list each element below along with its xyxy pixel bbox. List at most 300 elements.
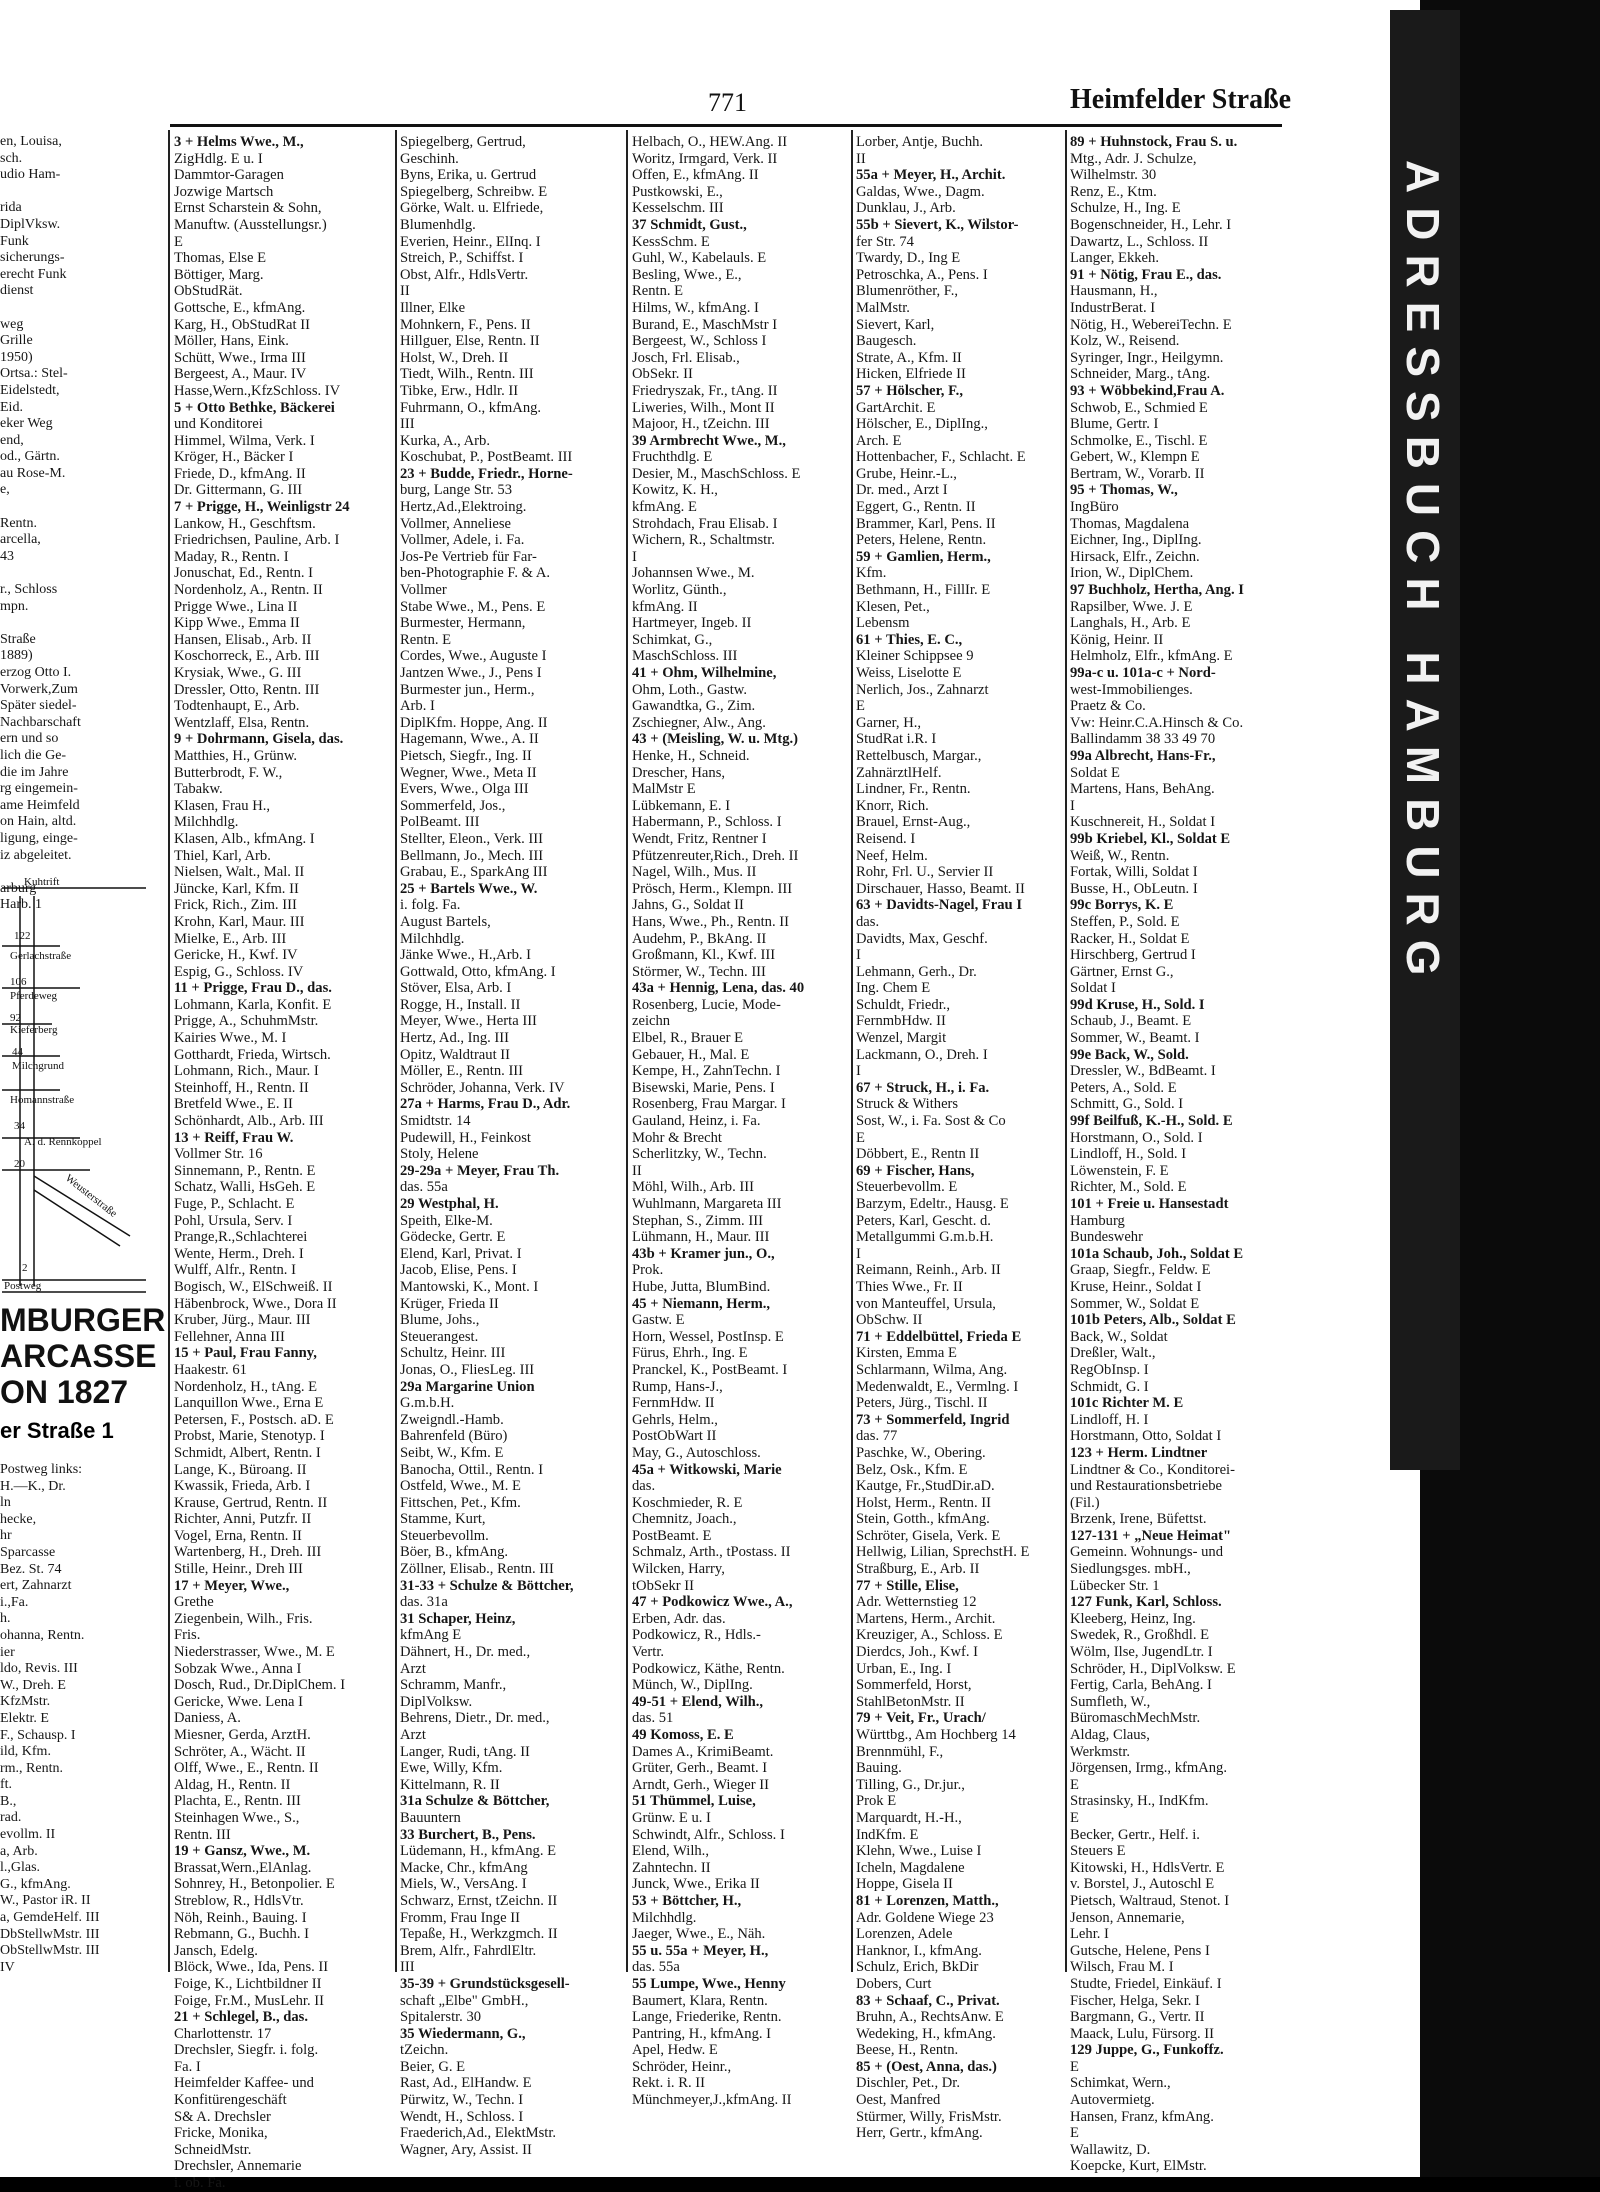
directory-entry: 21 + Schlegel, B., das. [174, 2009, 308, 2026]
directory-entry: Postweg links: [0, 1462, 83, 1477]
directory-entry: Langer, Ekkeh. [1070, 250, 1159, 267]
directory-entry: Lackmann, O., Dreh. I [856, 1046, 988, 1063]
directory-entry: Arch. E [856, 432, 902, 449]
directory-entry: Knorr, Rich. [856, 797, 929, 814]
directory-entry: Hamburg [1070, 1212, 1125, 1229]
directory-entry: Urban, E., Ing. I [856, 1660, 952, 1677]
directory-entry: Steuerbevollm. E [856, 1179, 958, 1196]
directory-entry: Podkowicz, Käthe, Rentn. [632, 1660, 785, 1677]
directory-entry: Hanknor, I., kfmAng. [856, 1942, 982, 1959]
directory-entry: Gotthardt, Frieda, Wirtsch. [174, 1046, 331, 1063]
directory-entry: Horn, Wessel, PostInsp. E [632, 1328, 784, 1345]
directory-entry: das. 31a [400, 1594, 448, 1611]
directory-entry: 27a + Harms, Frau D., Adr. [400, 1096, 571, 1113]
directory-entry: 43 [0, 548, 14, 564]
directory-entry: Hillguer, Else, Rentn. II [400, 333, 540, 350]
directory-entry: Arndt, Gerh., Wieger II [632, 1776, 769, 1793]
directory-entry: Sparcasse [0, 1544, 56, 1560]
directory-entry: Illner, Elke [400, 299, 466, 316]
directory-entry: 97 Buchholz, Hertha, Ang. I [1070, 582, 1244, 599]
directory-entry: Ernst Scharstein & Sohn, [174, 200, 322, 217]
directory-entry: Vorwerk,Zum [0, 681, 78, 697]
directory-entry: Konfitürengeschäft [174, 2092, 287, 2109]
directory-entry: 45a + Witkowski, Marie [632, 1461, 782, 1478]
directory-entry: Lorber, Antje, Buchh. [856, 134, 984, 150]
directory-entry: Pohl, Ursula, Serv. I [174, 1212, 293, 1229]
directory-entry: Burand, E., MaschMstr I [632, 316, 778, 333]
directory-entry: Schimkat, G., [632, 631, 713, 648]
directory-entry: E [1070, 1776, 1079, 1793]
directory-entry: Dirschauer, Hasso, Beamt. II [856, 880, 1025, 897]
directory-entry: Todtenhaupt, E., Arb. [174, 698, 300, 715]
directory-entry: 99c Borrys, K. E [1070, 897, 1174, 914]
directory-entry: Sinnemann, P., Rentn. E [174, 1162, 316, 1179]
directory-entry: Grille [0, 333, 33, 349]
directory-entry: Fuge, P., Schlacht. E [174, 1196, 295, 1212]
directory-entry: Kowitz, K. H., [632, 482, 718, 499]
directory-entry: Döbbert, E., Rentn II [856, 1146, 980, 1163]
directory-entry: Davidts, Max, Geschf. [856, 930, 988, 947]
directory-entry: Garner, H., [856, 714, 922, 731]
directory-entry: Rapsilber, Wwe. J. E [1070, 598, 1193, 615]
directory-entry: end, [0, 432, 24, 448]
column-rule [168, 130, 170, 1972]
directory-entry: Audehm, P., BkAng. II [632, 930, 767, 947]
directory-entry: Matthies, H., Grünw. [174, 747, 298, 764]
directory-entry: H.—K., Dr. [0, 1478, 66, 1494]
directory-entry: kfmAng E [400, 1627, 462, 1644]
directory-entry: Tibke, Erw., Hdlr. II [400, 382, 519, 399]
directory-entry: Spiegelberg, Gertrud, [400, 134, 526, 150]
directory-entry: Koschorreck, E., Arb. III [174, 648, 320, 665]
directory-entry: 93 + Wöbbekind,Frau A. [1070, 382, 1225, 399]
directory-entry: Fortak, Willi, Soldat I [1070, 864, 1198, 881]
directory-entry: 13 + Reiff, Frau W. [174, 1129, 294, 1146]
directory-entry: Milchhdlg. [174, 814, 239, 831]
directory-entry: Majoor, H., tZeichn. III [632, 416, 770, 433]
directory-entry: Vollmer Str. 16 [174, 1146, 263, 1163]
directory-entry: Schmidt, G. I [1070, 1378, 1149, 1395]
directory-entry: Thies Wwe., Fr. II [856, 1278, 963, 1295]
directory-entry: Kairies Wwe., M. I [174, 1030, 287, 1047]
directory-entry: Fürus, Ehrh., Ing. E [632, 1345, 748, 1362]
directory-entry: Horstmann, O., Sold. I [1070, 1129, 1203, 1146]
directory-entry: Eid. [0, 399, 23, 415]
directory-entry: Lindloff, H. I [1070, 1411, 1149, 1428]
directory-entry: König, Heinr. II [1070, 631, 1164, 648]
directory-entry: Maday, R., Rentn. I [174, 548, 289, 565]
directory-entry: Elend, Wilh., [632, 1843, 709, 1860]
directory-entry: Fischer, Helga, Sekr. I [1070, 1992, 1200, 2009]
map-label: Postweg [4, 1280, 42, 1292]
directory-entry: weg [0, 316, 24, 332]
directory-entry: Seibt, W., Kfm. E [400, 1444, 504, 1461]
directory-entry: Kitowski, H., HdlsVertr. E [1070, 1859, 1225, 1876]
directory-entry: 43 + (Meisling, W. u. Mtg.) [632, 731, 799, 748]
directory-entry: Richter, M., Sold. E [1070, 1179, 1187, 1196]
directory-entry: IV [0, 1959, 15, 1975]
directory-entry: Grünw. E u. I [632, 1809, 711, 1826]
directory-entry: dienst [0, 283, 34, 299]
directory-entry: Steuerbevollm. [400, 1527, 489, 1544]
directory-entry: i. ob. Fa. [174, 2175, 226, 2192]
directory-entry: Sommerfeld, Jos., [400, 797, 506, 814]
directory-entry: Grabau, E., SparkAng III [400, 864, 548, 881]
directory-entry: Fuhrmann, O., kfmAng. [400, 399, 542, 416]
directory-entry: 59 + Gamlien, Herm., [856, 548, 991, 565]
directory-entry: Ewe, Willy, Kfm. [400, 1760, 503, 1777]
directory-entry: zeichn [632, 1013, 671, 1030]
directory-entry: Spiegelberg, Schreibw. E [400, 183, 548, 200]
directory-entry: 43b + Kramer jun., O., [632, 1245, 775, 1262]
directory-entry: Drechsler, Annemarie [174, 2158, 302, 2175]
directory-entry: Lankow, H., Geschftsm. [174, 515, 316, 532]
directory-entry: Hoppe, Gisela II [856, 1876, 953, 1893]
directory-entry: Irion, W., DiplChem. [1070, 565, 1194, 582]
directory-entry: Arzt [400, 1727, 426, 1743]
directory-entry: Brennmühl, F., [856, 1743, 944, 1760]
map-label: Pferdeweg [10, 990, 58, 1002]
directory-entry: S& A. Drechsler [174, 2108, 271, 2125]
directory-entry: May, G., Autoschloss. [632, 1444, 761, 1461]
directory-entry: Fromm, Frau Inge II [400, 1909, 520, 1926]
header-rule [170, 124, 1282, 127]
directory-entry: 1889) [0, 648, 33, 664]
directory-entry: 37 Schmidt, Gust., [632, 216, 747, 233]
directory-entry: Burmester, Hermann, [400, 615, 526, 632]
directory-entry: Eichner, Ing., DiplIng. [1070, 532, 1202, 549]
directory-entry: 95 + Thomas, W., [1070, 482, 1178, 499]
directory-entry: FernmbHdw. II [856, 1013, 946, 1030]
column-rule [851, 130, 853, 1972]
directory-entry: Habermann, P., Schloss. I [632, 814, 782, 831]
directory-entry: Lohmann, Rich., Maur. I [174, 1063, 319, 1080]
directory-entry: Gastw. E [632, 1312, 685, 1329]
directory-entry: 23 + Budde, Friedr., Horne- [400, 465, 573, 482]
directory-entry: Bauing. [856, 1760, 902, 1777]
directory-entry: II [400, 283, 410, 300]
directory-entry: Ballindamm 38 33 49 70 [1070, 731, 1216, 748]
directory-entry: 15 + Paul, Frau Fanny, [174, 1345, 317, 1362]
directory-entry: Hagemann, Wwe., A. II [400, 731, 539, 748]
directory-entry: Gödecke, Gertr. E [400, 1229, 506, 1246]
directory-entry: Zöllner, Elisab., Rentn. III [400, 1561, 554, 1578]
directory-entry: Eidelstedt, [0, 382, 60, 398]
directory-entry: I [856, 947, 861, 964]
directory-entry: Kruse, Heinr., Soldat I [1070, 1278, 1202, 1295]
directory-entry: Schramm, Manfr., [400, 1677, 507, 1694]
ad-line: ARCASSE [0, 1338, 157, 1374]
directory-entry: Lange, Friederike, Rentn. [632, 2009, 782, 2026]
directory-entry: Fellehner, Anna III [174, 1328, 285, 1345]
directory-entry: Straßburg, E., Arb. II [856, 1561, 980, 1578]
directory-entry: Johannsen Wwe., M. [632, 565, 755, 582]
directory-entry: 49 Komoss, E. E [632, 1727, 734, 1743]
map-label: 20 [14, 1158, 25, 1170]
directory-entry: DiplVolksw. [400, 1693, 473, 1710]
directory-entry: Rekt. i. R. II [632, 2075, 705, 2092]
directory-entry: Lübecker Str. 1 [1070, 1577, 1160, 1594]
directory-entry: Elend, Karl, Privat. I [400, 1245, 522, 1262]
directory-entry: Schultz, Heinr. III [400, 1345, 506, 1362]
directory-entry: Dischler, Pet., Dr. [856, 2075, 960, 2092]
directory-entry: sicherungs- [0, 250, 65, 266]
directory-entry: Back, W., Soldat [1070, 1328, 1168, 1345]
directory-entry: Vollmer, Anneliese [400, 515, 512, 532]
directory-entry: Langer, Rudi, tAng. II [400, 1743, 530, 1760]
directory-entry: Schaub, J., Beamt. E [1070, 1013, 1192, 1030]
directory-entry: ben-Photographie F. & A. [400, 565, 551, 582]
directory-entry: Lebensm [856, 615, 910, 632]
directory-entry: Sost, W., i. Fa. Sost & Co [856, 1113, 1006, 1130]
directory-entry: Mtg., Adr. J. Schulze, [1070, 150, 1197, 167]
directory-entry: Kipp Wwe., Emma II [174, 615, 300, 632]
directory-entry: Paschke, W., Obering. [856, 1444, 986, 1461]
directory-entry: 25 + Bartels Wwe., W. [400, 880, 538, 897]
directory-entry: Scherlitzky, W., Techn. [632, 1146, 767, 1163]
directory-entry: Butterbrodt, F. W., [174, 764, 283, 781]
directory-entry: Mohnkern, F., Pens. II [400, 316, 531, 333]
directory-entry: Vogel, Erna, Rentn. II [174, 1527, 302, 1544]
directory-entry: Grethe [174, 1594, 214, 1611]
map-label: Weusterstraße [62, 1172, 120, 1220]
directory-entry: Dunklau, J., Arb. [856, 200, 956, 217]
directory-entry: Studte, Friedel, Einkäuf. I [1070, 1975, 1222, 1992]
directory-entry: Miesner, Gerda, ArztH. [174, 1727, 311, 1743]
directory-entry: Nachbarschaft [0, 714, 81, 730]
directory-entry: Blume, Johs., [400, 1312, 480, 1329]
directory-entry: Brammer, Karl, Pens. II [856, 515, 996, 532]
directory-entry: Dames A., KrimiBeamt. [632, 1743, 774, 1760]
directory-entry: Foige, K., Lichtbildner II [174, 1975, 322, 1992]
directory-entry [0, 499, 142, 516]
directory-entry: Sohnrey, H., Betonpolier. E [174, 1876, 335, 1893]
directory-entry: 29a Margarine Union [400, 1378, 535, 1395]
directory-entry: Syringer, Ingr., Heilgymn. [1070, 349, 1224, 366]
directory-entry: Stein, Gotth., kfmAng. [856, 1511, 990, 1528]
directory-entry: Dr. Gittermann, G. III [174, 482, 303, 499]
directory-entry: i.,Fa. [0, 1594, 29, 1610]
directory-entry: Sobzak Wwe., Anna I [174, 1660, 302, 1677]
map-label: 2 [22, 1262, 28, 1274]
running-title: Heimfelder Straße [1070, 84, 1292, 115]
directory-entry: und Konditorei [174, 416, 263, 433]
directory-entry: Weiß, W., Rentn. [1070, 847, 1170, 864]
directory-entry: Galdas, Wwe., Dagm. [856, 183, 985, 200]
directory-entry: Kröger, H., Bäcker I [174, 449, 294, 466]
directory-entry: Lange, K., Büroang. II [174, 1461, 307, 1478]
directory-entry: PostBeamt. E [632, 1527, 712, 1544]
directory-entry: Zweigndl.-Hamb. [400, 1411, 504, 1428]
directory-entry: Wartenberg, H., Dreh. III [174, 1544, 322, 1561]
directory-entry: Kirsten, Emma E [856, 1345, 957, 1362]
directory-entry: Hausmann, H., [1070, 283, 1158, 300]
directory-entry: Ing. Chem E [856, 980, 931, 997]
directory-entry: Helmholz, Elfr., kfmAng. E [1070, 648, 1233, 665]
directory-entry: Manuftw. (Ausstellungsr.) [174, 216, 327, 233]
directory-entry: E [1070, 2125, 1079, 2142]
directory-entry: Autovermietg. [1070, 2092, 1155, 2109]
directory-entry: Jantzen Wwe., J., Pens I [400, 665, 542, 681]
directory-entry: Stabe Wwe., M., Pens. E [400, 598, 546, 615]
directory-entry: I [1070, 797, 1075, 814]
directory-entry: Wilsch, Frau M. I [1070, 1959, 1174, 1976]
directory-entry: on Hain, altd. [0, 814, 77, 830]
directory-entry: F., Schausp. I [0, 1727, 76, 1743]
directory-entry: Krause, Gertrud, Rentn. II [174, 1494, 328, 1511]
directory-entry: MaschSchloss. III [632, 648, 738, 665]
directory-entry: Kurka, A., Arb. [400, 432, 490, 449]
directory-entry: Blume, Gertr. I [1070, 416, 1159, 433]
directory-entry: Byns, Erika, u. Gertrud [400, 167, 537, 184]
directory-entry: W., Dreh. E [0, 1677, 66, 1693]
directory-entry: Münchmeyer,J.,kfmAng. II [632, 2092, 792, 2109]
directory-entry: Strohdach, Frau Elisab. I [632, 515, 778, 532]
directory-entry: Schmalz, Arth., tPostass. II [632, 1544, 791, 1561]
directory-entry: GartArchit. E [856, 399, 936, 416]
directory-entry: Hellwig, Lilian, SprechstH. E [856, 1544, 1030, 1561]
directory-entry: Nöh, Reinh., Bauing. I [174, 1909, 307, 1926]
directory-entry: Klasen, Frau H., [174, 797, 271, 814]
ad-line: ON 1827 [0, 1374, 129, 1410]
directory-entry: Großmann, Kl., Kwf. III [632, 947, 776, 964]
directory-entry: Elektr. E [0, 1710, 49, 1726]
directory-entry: a, GemdeHelf. III [0, 1910, 100, 1926]
directory-entry: Fruchthdlg. E [632, 449, 713, 466]
directory-entry: Schröder, Johanna, Verk. IV [400, 1079, 565, 1096]
directory-entry: Hilms, W., kfmAng. I [632, 299, 759, 316]
directory-entry: Brassat,Wern.,ElAnlag. [174, 1859, 312, 1876]
directory-entry: Streich, P., Schiffst. I [400, 250, 524, 267]
directory-entry: 123 + Herm. Lindtner [1070, 1444, 1208, 1461]
directory-entry: Werkmstr. [1070, 1743, 1131, 1760]
directory-entry: Praetz & Co. [1070, 698, 1146, 715]
directory-entry: Offen, E., kfmAng. II [632, 167, 759, 184]
sparcasse-advertisement [0, 1302, 166, 1444]
directory-entry: Charlottenstr. 17 [174, 2025, 272, 2042]
spine-title: ADRESSBUCH HAMBURG [1397, 160, 1449, 990]
map-label: 92 [10, 1012, 21, 1024]
directory-entry: Klesen, Pet., [856, 598, 930, 615]
directory-entry: Pietsch, Waltraud, Stenot. I [1070, 1892, 1230, 1909]
directory-column-1 [174, 134, 392, 2192]
directory-entry: Hirsack, Elfr., Zeichn. [1070, 548, 1200, 565]
directory-entry: Milchhdlg. [632, 1909, 697, 1926]
directory-entry: Steuerangest. [400, 1328, 479, 1345]
directory-entry: Stoly, Helene [400, 1146, 479, 1163]
directory-entry: Kempe, H., ZahnTechn. I [632, 1063, 781, 1080]
directory-entry: Schönhardt, Alb., Arb. III [174, 1113, 324, 1130]
directory-entry: Struck & Withers [856, 1096, 959, 1113]
directory-entry: Friedrichsen, Pauline, Arb. I [174, 532, 340, 549]
map-label: 34 [14, 1120, 25, 1132]
directory-entry: Jos-Pe Vertrieb für Far- [400, 548, 537, 565]
directory-entry: erzog Otto I. [0, 665, 72, 680]
directory-entry: Krohn, Karl, Maur. III [174, 913, 305, 930]
directory-entry: Sievert, Karl, [856, 316, 935, 333]
directory-column-3 [632, 134, 850, 2109]
directory-entry: Schmolke, E., Tischl. E [1070, 432, 1208, 449]
directory-entry: Koepcke, Kurt, ElMstr. [1070, 2158, 1207, 2175]
directory-entry: ObStellwMstr. III [0, 1943, 100, 1959]
directory-entry: Desier, M., MaschSchloss. E [632, 465, 801, 482]
directory-entry: W., Pastor iR. II [0, 1893, 91, 1909]
directory-entry: Strasinsky, H., IndKfm. [1070, 1793, 1209, 1810]
directory-entry: ft. [0, 1777, 13, 1793]
directory-entry: schaft „Elbe" GmbH., [400, 1992, 529, 2009]
directory-entry: Dressler, Otto, Rentn. III [174, 681, 320, 698]
directory-entry: Rump, Hans-J., [632, 1378, 723, 1395]
directory-entry: Nagel, Wilh., Mus. II [632, 864, 757, 881]
directory-entry: Schütt, Wwe., Irma III [174, 349, 306, 366]
directory-entry: Beese, H., Rentn. [856, 2042, 959, 2059]
directory-entry: 31-33 + Schulze & Böttcher, [400, 1577, 574, 1594]
directory-entry: 55 Lumpe, Wwe., Henny [632, 1975, 786, 1992]
directory-entry: August Bartels, [400, 913, 491, 930]
directory-entry: Eggert, G., Rentn. II [856, 499, 976, 516]
directory-entry: Ohm, Loth., Gastw. [632, 681, 747, 698]
directory-entry: MalMstr. [856, 299, 910, 316]
directory-entry: Hertz, Ad., Ing. III [400, 1030, 510, 1047]
directory-entry: e, [0, 482, 10, 498]
directory-entry: Pürwitz, W., Techn. I [400, 2092, 524, 2109]
directory-entry: Gemeinn. Wohnungs- und [1070, 1544, 1223, 1561]
directory-entry: Klasen, Alb., kfmAng. I [174, 830, 315, 847]
directory-entry: mpn. [0, 598, 29, 614]
directory-entry: Prigge, A., SchuhmMstr. [174, 1013, 319, 1030]
directory-entry: 55b + Sievert, K., Wilstor- [856, 216, 1019, 233]
directory-entry: Josch, Frl. Elisab., [632, 349, 740, 366]
directory-entry: rm., Rentn. [0, 1760, 63, 1776]
directory-entry: Smidtstr. 14 [400, 1113, 471, 1130]
directory-entry: Krysiak, Wwe., G. III [174, 665, 302, 681]
directory-entry: Hansen, Franz, kfmAng. [1070, 2108, 1214, 2125]
directory-entry: Löwenstein, F. E [1070, 1162, 1169, 1179]
directory-entry: Bergeest, W., Schloss I [632, 333, 767, 350]
directory-entry: IngBüro [1070, 499, 1119, 516]
directory-entry: Streblow, R., HdlsVtr. [174, 1892, 304, 1909]
directory-entry: arburg [0, 880, 37, 896]
directory-entry: Prigge Wwe., Lina II [174, 598, 298, 615]
directory-entry: Milchhdlg. [400, 930, 465, 947]
directory-entry: burg, Lange Str. 53 [400, 482, 513, 499]
directory-entry: Arb. I [400, 698, 435, 715]
directory-entry: III [400, 416, 415, 433]
directory-entry: od., Gärtn. [0, 449, 60, 465]
directory-entry: Kruber, Jürg., Maur. III [174, 1312, 311, 1329]
directory-entry: Friede, D., kfmAng. II [174, 465, 306, 482]
column-rule [1065, 130, 1067, 1972]
directory-entry [0, 184, 142, 201]
directory-entry: hecke, [0, 1511, 37, 1527]
directory-entry: Steffen, P., Sold. E [1070, 913, 1180, 930]
directory-entry: Nielsen, Walt., Mal. II [174, 864, 305, 881]
directory-entry: Gutsche, Helene, Pens I [1070, 1942, 1210, 1959]
directory-column-4 [856, 134, 1064, 2142]
directory-entry: Bethmann, H., FillIr. E [856, 582, 991, 599]
directory-entry: Evers, Wwe., Olga III [400, 781, 529, 798]
directory-entry: Rosenberg, Lucie, Mode- [632, 996, 781, 1013]
directory-entry: Schröter, Gisela, Verk. E [856, 1527, 1001, 1544]
directory-entry: Ostfeld, Wwe., M. E [400, 1478, 521, 1495]
directory-entry: die im Jahre [0, 764, 69, 780]
directory-entry: Nordenholz, A., Rentn. II [174, 582, 323, 599]
directory-entry: Möller, Hans, Eink. [174, 333, 289, 350]
directory-entry: Podkowicz, R., Hdls.- [632, 1627, 761, 1644]
directory-entry: E [174, 233, 183, 250]
directory-entry: Peters, A., Sold. E [1070, 1079, 1177, 1096]
directory-entry: Martens, Hans, BehAng. [1070, 781, 1215, 798]
